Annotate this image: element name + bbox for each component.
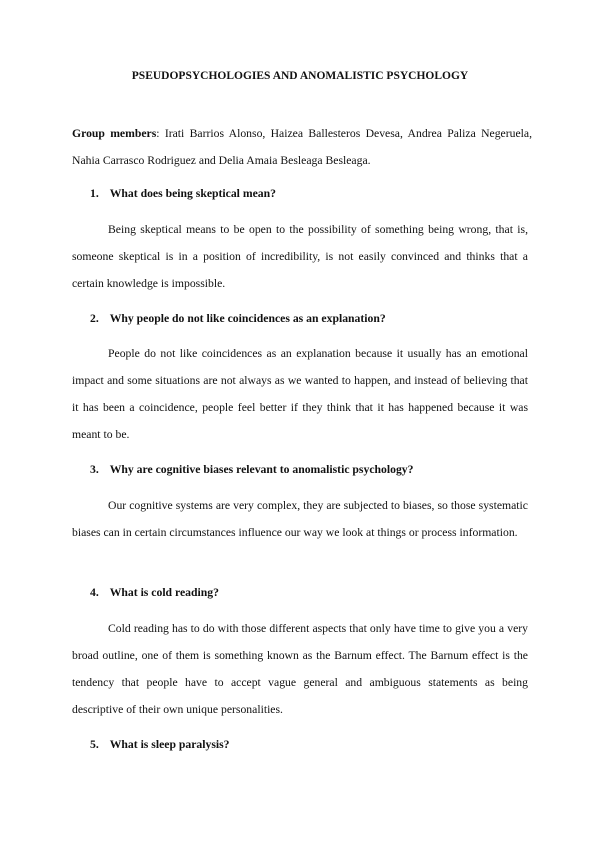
question-number: 1.	[90, 187, 99, 200]
group-members-label: Group members	[72, 127, 157, 140]
question-text: What is sleep paralysis?	[109, 738, 230, 751]
question-heading-2	[90, 308, 530, 330]
question-number: 4.	[90, 586, 99, 599]
document-title: PSEUDOPSYCHOLOGIES AND ANOMALISTIC PSYCHOLOGY	[131, 70, 469, 82]
question-text: Why people do not like coincidences as an explanation?	[109, 312, 386, 325]
question-number: 2.	[90, 312, 99, 325]
question-number: 3.	[90, 463, 99, 476]
question-heading-3	[90, 459, 530, 481]
answer-paragraph-4: Cold reading has to do with those different aspects that only have time to give you a very broad outline, one of them is something known as the Barnum effect. The Barnum effect is the tendency that people have to accept vague general and ambiguous statements as being descriptive of their own unique personalities.	[72, 622, 528, 716]
answer-paragraph-3: Our cognitive systems are very complex, they are subjected to biases, so those systematic biases can in certain circumstances influence our way we look at things or process information.	[72, 499, 528, 539]
answer-paragraph-1: Being skeptical means to be open to the possibility of something being wrong, that is, someone skeptical is in a position of incredibility, is not easily convinced and thinks that a certain knowledge is impossible.	[72, 223, 528, 290]
group-members-paragraph	[72, 120, 532, 174]
question-heading-4	[90, 582, 530, 604]
question-text: What does being skeptical mean?	[109, 187, 276, 200]
answer-paragraph-2: People do not like coincidences as an explanation because it usually has an emotional impact and some situations are not always as we wanted to happen, and instead of believing that it has been a coincidence, people feel better if they think that it has happened because it was meant to be.	[72, 347, 528, 441]
question-heading-1	[90, 183, 530, 205]
group-members-names: : Irati Barrios Alonso, Haizea Ballesteros Devesa, Andrea Paliza Negeruela, Nahia Carrasco Rodriguez and Delia Amaia Besleaga Besleaga.	[72, 127, 533, 167]
question-number: 5.	[90, 738, 99, 751]
question-heading-5	[90, 734, 530, 756]
question-text: What is cold reading?	[109, 586, 219, 599]
question-text: Why are cognitive biases relevant to anomalistic psychology?	[109, 463, 414, 476]
